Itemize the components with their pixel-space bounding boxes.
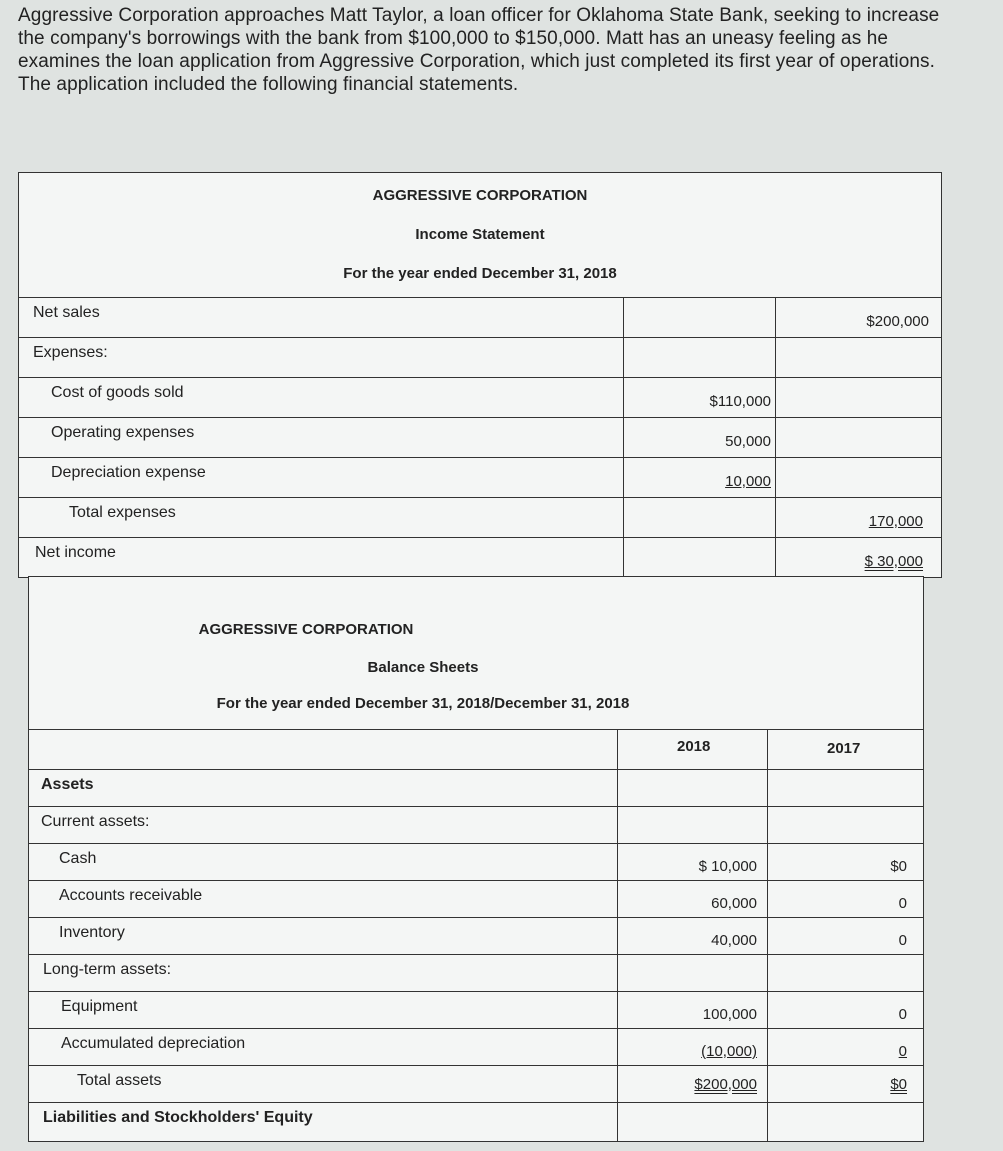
- row-label: Assets: [41, 776, 94, 793]
- value-amount: 10,000: [725, 473, 771, 490]
- value-2017: $0: [890, 1076, 907, 1093]
- value-2018: 40,000: [711, 932, 757, 949]
- value-total: $200,000: [866, 313, 929, 330]
- row-label: Long-term assets:: [43, 961, 172, 978]
- table-row: [29, 1102, 923, 1142]
- table-row: [19, 377, 941, 418]
- table-row: [19, 497, 941, 538]
- table-row: [19, 337, 941, 378]
- row-label: Net income: [35, 544, 116, 561]
- table-row: [19, 537, 941, 578]
- row-label: Inventory: [59, 924, 125, 941]
- value-2018: 60,000: [711, 895, 757, 912]
- value-2018: $200,000: [694, 1076, 757, 1093]
- income-period: For the year ended December 31, 2018: [343, 265, 617, 282]
- table-row: [19, 297, 941, 338]
- balance-sheet: [28, 576, 924, 1142]
- row-label: Current assets:: [41, 813, 150, 830]
- row-label: Depreciation expense: [51, 464, 206, 481]
- value-2018: 100,000: [702, 1006, 757, 1023]
- table-row: [19, 417, 941, 458]
- value-total: 170,000: [868, 513, 923, 530]
- table-row: [29, 1028, 923, 1066]
- table-row: [29, 843, 923, 881]
- table-row: [29, 880, 923, 918]
- value-2018: $ 10,000: [698, 858, 757, 875]
- income-company: AGGRESSIVE CORPORATION: [372, 187, 588, 204]
- table-header-row: [29, 729, 923, 770]
- value-amount: $110,000: [709, 393, 771, 410]
- row-label: Total assets: [77, 1072, 162, 1089]
- column-header-2017: 2017: [827, 740, 861, 757]
- column-header-2018: 2018: [677, 738, 711, 755]
- value-2017: 0: [898, 895, 907, 912]
- table-row: [29, 954, 923, 992]
- income-title: Income Statement: [415, 226, 545, 243]
- row-label: Accumulated depreciation: [61, 1035, 246, 1052]
- value-2017: 0: [898, 932, 907, 949]
- row-label: Net sales: [33, 304, 100, 321]
- table-row: [29, 806, 923, 844]
- value-2017: 0: [898, 1043, 907, 1060]
- value-2017: $0: [890, 858, 907, 875]
- row-label: Accounts receivable: [59, 887, 203, 904]
- row-label: Total expenses: [69, 504, 176, 521]
- balance-period: For the year ended December 31, 2018/December 31, 2018: [216, 695, 630, 712]
- balance-company: AGGRESSIVE CORPORATION: [198, 621, 414, 638]
- value-2017: 0: [898, 1006, 907, 1023]
- row-label: Operating expenses: [51, 424, 195, 441]
- table-row: [29, 917, 923, 955]
- value-total: $ 30,000: [864, 553, 923, 570]
- row-label: Cash: [59, 850, 97, 867]
- table-row: [29, 1065, 923, 1103]
- row-label: Equipment: [61, 998, 138, 1015]
- row-label: Cost of goods sold: [51, 384, 184, 401]
- value-2018: (10,000): [701, 1043, 757, 1060]
- row-label: Liabilities and Stockholders' Equity: [43, 1109, 313, 1126]
- intro-paragraph: Aggressive Corporation approaches Matt Taylor, a loan officer for Oklahoma State Bank, seeking to increase the company's borrowings with the bank from $100,000 to $150,000. Matt has an uneasy feeling as he examines the loan application from Aggressive Corporation, which just completed its first year of operations. The application included the following financial statements.: [18, 5, 940, 95]
- table-row: [29, 991, 923, 1029]
- income-statement: [18, 172, 942, 578]
- table-row: [19, 457, 941, 498]
- table-row: [29, 769, 923, 807]
- balance-title: Balance Sheets: [367, 659, 479, 676]
- row-label: Expenses:: [33, 344, 108, 361]
- value-amount: 50,000: [725, 433, 771, 450]
